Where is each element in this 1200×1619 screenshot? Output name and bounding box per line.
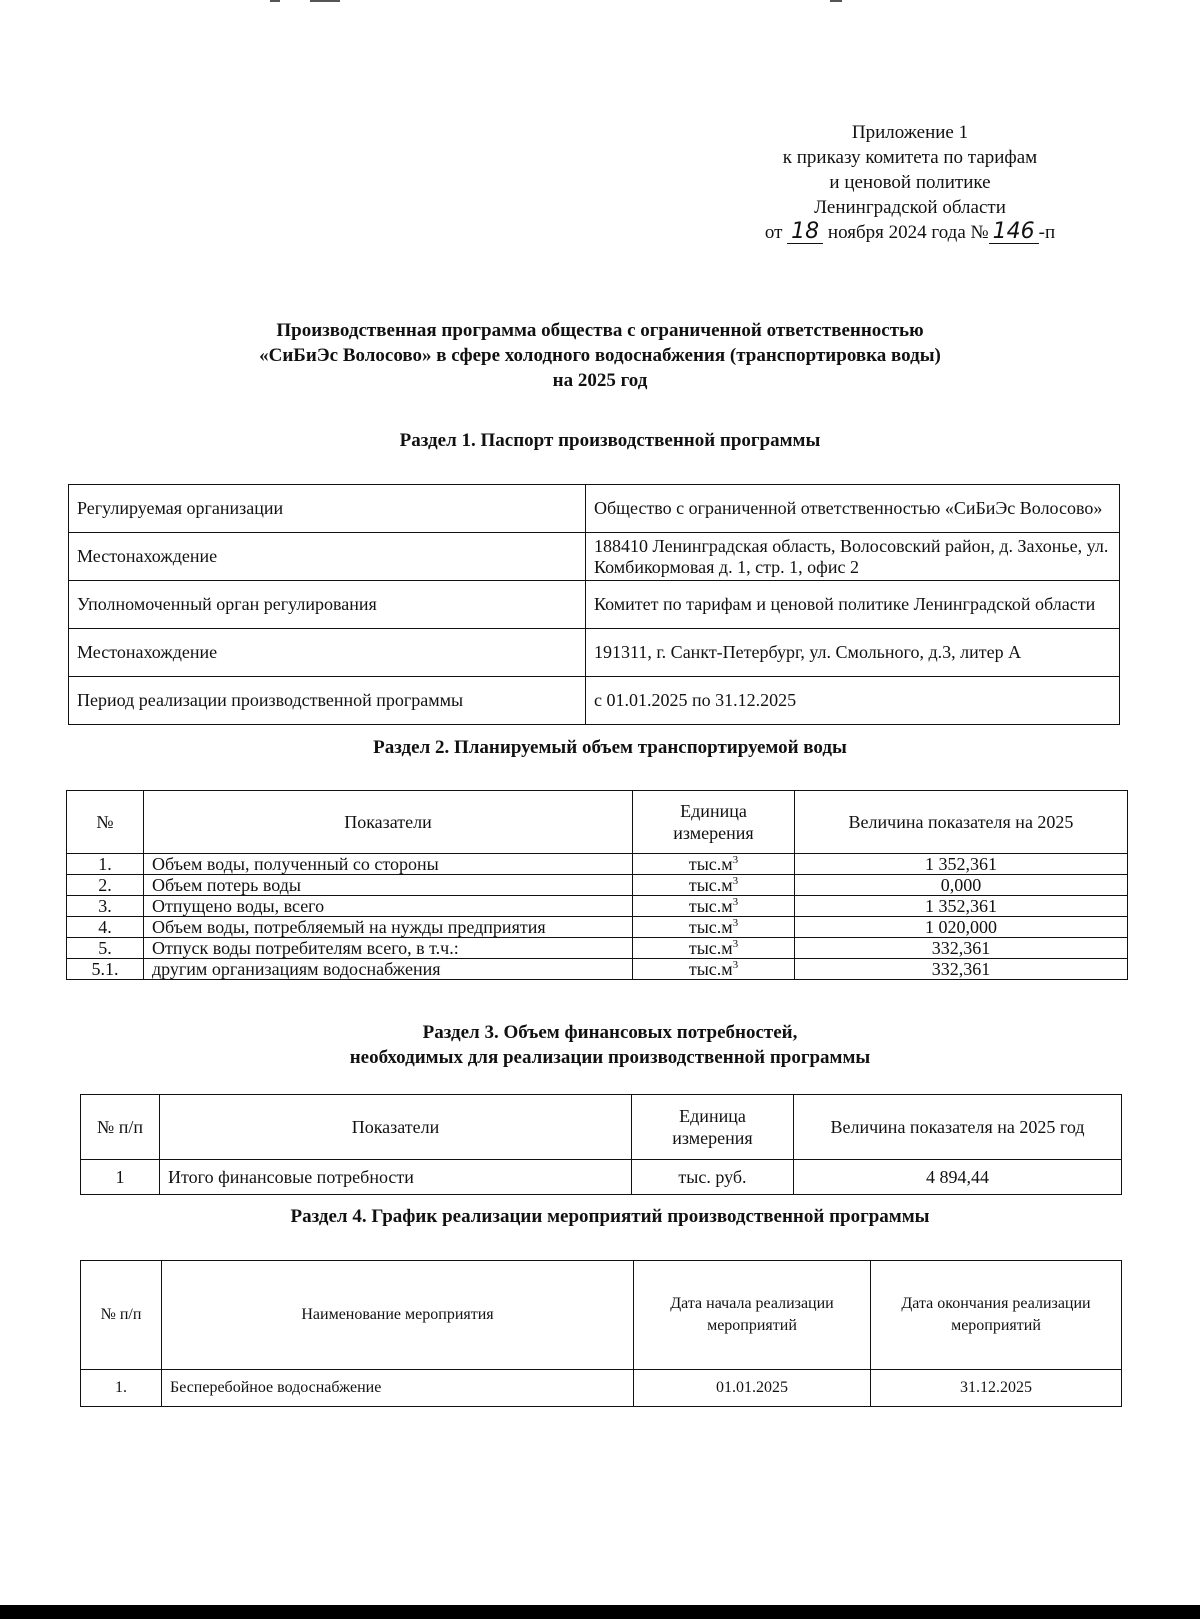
table-row [69, 533, 1120, 581]
appendix-line-4: Ленинградской области [814, 197, 1006, 218]
handwritten-day: 18 [787, 221, 823, 244]
financial-needs-table [80, 1094, 1122, 1195]
table-row [69, 485, 1120, 533]
row-num: 1. [67, 854, 144, 875]
unit-exponent: 3 [732, 959, 739, 971]
scan-bottom-edge [0, 1605, 1200, 1619]
header-indicator: Показатели [144, 791, 633, 854]
header-end-date: Дата окончания реализации мероприятий [871, 1261, 1122, 1370]
row-num: 5. [67, 938, 144, 959]
passport-value: с 01.01.2025 по 31.12.2025 [586, 677, 1120, 725]
header-num: № п/п [81, 1261, 162, 1370]
passport-key: Местонахождение [69, 533, 586, 581]
table-row [69, 581, 1120, 629]
section3-title-line-1: Раздел 3. Объем финансовых потребностей, [422, 1022, 798, 1043]
row-unit [633, 896, 795, 917]
passport-value: 191311, г. Санкт-Петербург, ул. Смольного, д.3, литер А [586, 629, 1120, 677]
row-activity: Бесперебойное водоснабжение [162, 1370, 634, 1407]
row-num: 1 [81, 1160, 160, 1195]
row-end-date: 31.12.2025 [871, 1370, 1122, 1407]
section4-title [60, 1204, 1160, 1229]
row-value: 332,361 [795, 938, 1128, 959]
row-start-date: 01.01.2025 [634, 1370, 871, 1407]
header-value: Величина показателя на 2025 год [794, 1095, 1122, 1160]
header-unit: Единица измерения [633, 791, 795, 854]
table-row [67, 959, 1128, 980]
section3-title-line-2: необходимых для реализации производственной программы [349, 1047, 871, 1068]
row-unit [633, 875, 795, 896]
row-num: 4. [67, 917, 144, 938]
unit-base: тыс.м [688, 854, 733, 874]
row-unit [633, 959, 795, 980]
table-header-row [81, 1261, 1122, 1370]
row-num: 1. [81, 1370, 162, 1407]
row-indicator: Отпущено воды, всего [144, 896, 633, 917]
unit-base: тыс.м [688, 875, 733, 895]
unit-base: тыс.м [688, 896, 733, 916]
date-middle: ноября 2024 года № [827, 222, 989, 243]
section1-title [60, 428, 1160, 453]
order-date-line [700, 220, 1120, 245]
passport-table [68, 484, 1120, 725]
row-indicator: Объем потерь воды [144, 875, 633, 896]
table-row [67, 854, 1128, 875]
passport-value: 188410 Ленинградская область, Волосовский район, д. Захонье, ул. Комбикормовая д. 1, стр. 1, офис 2 [586, 533, 1120, 581]
row-value: 0,000 [795, 875, 1128, 896]
appendix-header [700, 120, 1120, 245]
section1-title-text: Раздел 1. Паспорт производственной программы [399, 430, 821, 451]
table-row [69, 677, 1120, 725]
table-row [81, 1370, 1122, 1407]
section2-title-text: Раздел 2. Планируемый объем транспортируемой воды [373, 737, 847, 758]
header-num: № п/п [81, 1095, 160, 1160]
table-row [67, 938, 1128, 959]
appendix-line-2: к приказу комитета по тарифам [782, 147, 1038, 168]
title-line-3: на 2025 год [552, 370, 648, 391]
unit-base: тыс.м [688, 959, 733, 979]
table-header-row [67, 791, 1128, 854]
schedule-table [80, 1260, 1122, 1407]
row-indicator: Объем воды, полученный со стороны [144, 854, 633, 875]
header-num: № [67, 791, 144, 854]
unit-exponent: 3 [732, 875, 739, 887]
handwritten-order-number: 146 [989, 221, 1039, 244]
row-unit [633, 938, 795, 959]
passport-key: Уполномоченный орган регулирования [69, 581, 586, 629]
order-number-suffix: -п [1038, 222, 1056, 243]
row-value: 332,361 [795, 959, 1128, 980]
title-line-1: Производственная программа общества с ограниченной ответственностью [276, 320, 924, 341]
row-num: 2. [67, 875, 144, 896]
passport-value: Комитет по тарифам и ценовой политике Ленинградской области [586, 581, 1120, 629]
row-num: 3. [67, 896, 144, 917]
section2-title [60, 735, 1160, 760]
row-indicator: другим организациям водоснабжения [144, 959, 633, 980]
appendix-line-3: и ценовой политике [829, 172, 991, 193]
row-indicator: Итого финансовые потребности [160, 1160, 632, 1195]
table-row [67, 875, 1128, 896]
unit-exponent: 3 [732, 938, 739, 950]
header-unit: Единица измерения [632, 1095, 794, 1160]
passport-value: Общество с ограниченной ответственностью «СиБиЭс Волосово» [586, 485, 1120, 533]
passport-key: Регулируемая организации [69, 485, 586, 533]
row-unit [633, 854, 795, 875]
table-header-row [81, 1095, 1122, 1160]
unit-base: тыс.м [688, 938, 733, 958]
row-unit [633, 917, 795, 938]
unit-exponent: 3 [732, 917, 739, 929]
unit-exponent: 3 [732, 896, 739, 908]
row-value: 1 352,361 [795, 896, 1128, 917]
document-title [100, 318, 1100, 393]
row-indicator: Объем воды, потребляемый на нужды предприятия [144, 917, 633, 938]
table-row [69, 629, 1120, 677]
table-row [81, 1160, 1122, 1195]
table-row [67, 896, 1128, 917]
passport-key: Период реализации производственной программы [69, 677, 586, 725]
unit-exponent: 3 [732, 854, 739, 866]
header-value: Величина показателя на 2025 [795, 791, 1128, 854]
row-num: 5.1. [67, 959, 144, 980]
row-value: 4 894,44 [794, 1160, 1122, 1195]
row-indicator: Отпуск воды потребителям всего, в т.ч.: [144, 938, 633, 959]
appendix-line-1: Приложение 1 [851, 122, 969, 143]
unit-base: тыс.м [688, 917, 733, 937]
header-activity: Наименование мероприятия [162, 1261, 634, 1370]
header-indicator: Показатели [160, 1095, 632, 1160]
row-value: 1 352,361 [795, 854, 1128, 875]
header-start-date: Дата начала реализации мероприятий [634, 1261, 871, 1370]
table-row [67, 917, 1128, 938]
passport-key: Местонахождение [69, 629, 586, 677]
section4-title-text: Раздел 4. График реализации мероприятий производственной программы [290, 1206, 930, 1227]
row-value: 1 020,000 [795, 917, 1128, 938]
row-unit: тыс. руб. [632, 1160, 794, 1195]
title-line-2: «СиБиЭс Волосово» в сфере холодного водоснабжения (транспортировка воды) [259, 345, 941, 366]
water-volume-table [66, 790, 1128, 980]
date-prefix: от [764, 222, 783, 243]
section3-title [60, 1020, 1160, 1070]
scan-artifact-top [270, 0, 870, 6]
